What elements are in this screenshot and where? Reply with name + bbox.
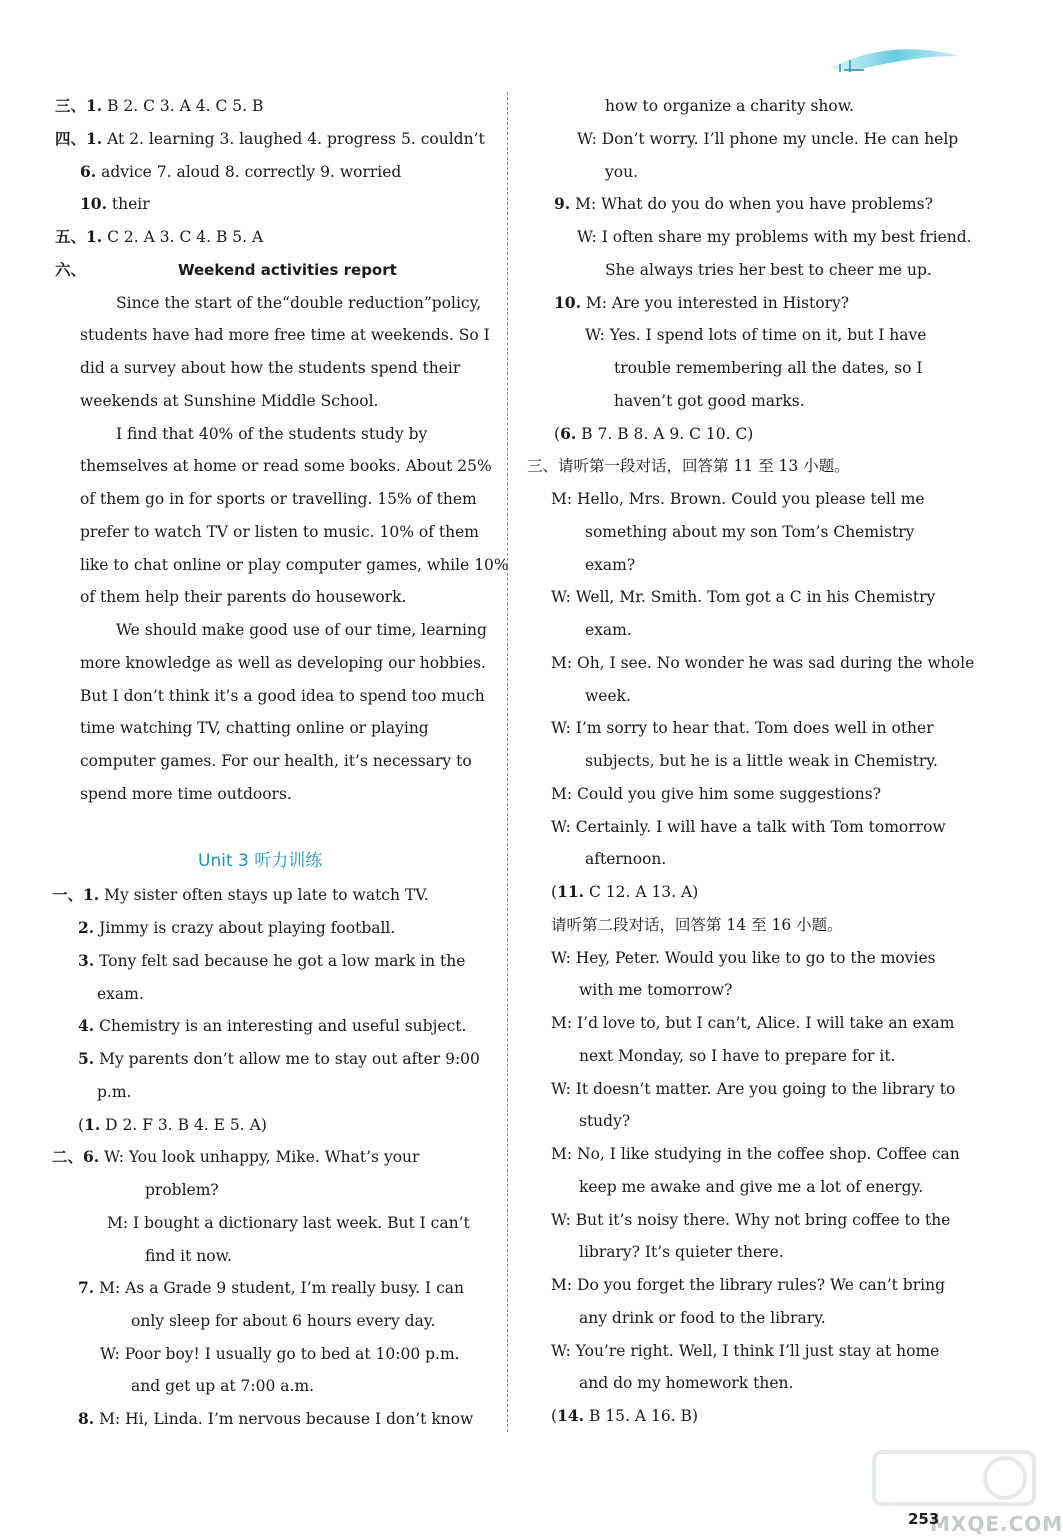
line-text: and do my homework then. xyxy=(579,1374,794,1392)
page-number: 253 xyxy=(908,1510,940,1528)
line-text: exam? xyxy=(585,556,636,574)
item-number: 二、6. xyxy=(52,1147,100,1166)
left-line xyxy=(131,1310,435,1332)
line-text: C 2. A 3. C 4. B 5. A xyxy=(102,228,264,246)
line-text: Since the start of the“double reduction”policy, xyxy=(116,294,482,312)
right-line xyxy=(585,619,632,641)
answer-text: C 12. A 13. A) xyxy=(584,883,699,901)
left-line xyxy=(97,983,144,1005)
line-text: week. xyxy=(585,687,631,705)
left-line xyxy=(80,161,401,183)
left-line xyxy=(80,717,429,739)
right-line xyxy=(551,1143,960,1165)
left-line xyxy=(80,357,460,379)
left-line xyxy=(100,1343,460,1365)
left-line xyxy=(80,783,292,805)
line-text: haven’t got good marks. xyxy=(614,392,805,410)
left-line xyxy=(55,226,263,248)
right-line xyxy=(554,423,753,445)
answer-paren: ( xyxy=(551,1407,558,1425)
line-text: W: Don’t worry. I’ll phone my uncle. He can help xyxy=(577,130,959,148)
item-number: 四、1. xyxy=(55,129,103,148)
line-text: like to chat online or play computer games, while 10% xyxy=(80,556,509,574)
right-line xyxy=(579,1110,630,1132)
item-number: 10. xyxy=(80,194,107,213)
line-text: themselves at home or read some books. About 25% xyxy=(80,457,492,475)
right-line xyxy=(579,979,732,1001)
line-text: subjects, but he is a little weak in Chemistry. xyxy=(585,752,938,770)
right-line xyxy=(605,259,932,281)
line-text: prefer to watch TV or listen to music. 10% of them xyxy=(80,523,479,541)
line-text: afternoon. xyxy=(585,850,667,868)
item-number: 8. xyxy=(78,1409,95,1428)
line-text: any drink or food to the library. xyxy=(579,1309,826,1327)
right-line xyxy=(551,1078,955,1100)
header-decoration-icon xyxy=(820,42,970,78)
left-line xyxy=(80,521,479,543)
line-text: with me tomorrow? xyxy=(579,981,733,999)
line-text: 请听第二段对话，回答第 14 至 16 小题。 xyxy=(551,916,843,934)
line-text: time watching TV, chatting online or playing xyxy=(80,719,429,737)
left-line xyxy=(52,1146,419,1168)
left-line xyxy=(55,259,86,281)
right-line xyxy=(527,455,850,477)
right-line xyxy=(551,914,843,936)
right-line xyxy=(585,685,631,707)
line-text: W: Certainly. I will have a talk with Tom tomorrow xyxy=(551,818,946,836)
line-text: B 2. C 3. A 4. C 5. B xyxy=(102,97,264,115)
line-text: advice 7. aloud 8. correctly 9. worried xyxy=(96,163,402,181)
left-line xyxy=(80,455,492,477)
item-number: 7. xyxy=(78,1278,95,1297)
line-text: W: I’m sorry to hear that. Tom does well in other xyxy=(551,719,934,737)
left-line xyxy=(80,652,486,674)
left-line xyxy=(80,554,509,576)
line-text: My sister often stays up late to watch TV. xyxy=(99,886,429,904)
left-line xyxy=(78,1114,267,1136)
line-text: M: As a Grade 9 student, I’m really busy. I can xyxy=(94,1279,465,1297)
line-text: M: No, I like studying in the coffee shop. Coffee can xyxy=(551,1145,960,1163)
right-line xyxy=(605,95,854,117)
left-line xyxy=(78,1408,473,1430)
left-line xyxy=(116,619,487,641)
unit-heading: Unit 3 听力训练 xyxy=(198,851,323,871)
left-line xyxy=(80,685,485,707)
right-line xyxy=(551,947,936,969)
line-text: W: Hey, Peter. Would you like to go to the movies xyxy=(551,949,936,967)
right-line xyxy=(551,816,946,838)
left-line xyxy=(131,1375,314,1397)
right-line xyxy=(614,357,922,379)
line-text: did a survey about how the students spend their xyxy=(80,359,461,377)
item-number: 11. xyxy=(557,882,585,901)
line-text: find it now. xyxy=(145,1247,232,1265)
item-number: 9. xyxy=(554,194,571,213)
left-line xyxy=(78,1048,480,1070)
item-number: 6. xyxy=(80,162,97,181)
right-line xyxy=(577,128,958,150)
line-text: M: Do you forget the library rules? We can’t bring xyxy=(551,1276,945,1294)
line-text: Tony felt sad because he got a low mark in the xyxy=(94,952,466,970)
line-text: more knowledge as well as developing our hobbies. xyxy=(80,654,486,672)
line-text: exam. xyxy=(585,621,632,639)
line-text: W: Yes. I spend lots of time on it, but I have xyxy=(585,326,927,344)
right-line xyxy=(551,488,925,510)
line-text: M: Hello, Mrs. Brown. Could you please tell me xyxy=(551,490,925,508)
left-line xyxy=(52,884,429,906)
right-line xyxy=(579,1307,826,1329)
right-line xyxy=(551,652,974,674)
item-number: 一、1. xyxy=(52,885,100,904)
line-text: But I don’t think it’s a good idea to spend too much xyxy=(80,687,485,705)
line-text: you. xyxy=(605,163,638,181)
left-line xyxy=(80,488,477,510)
right-line xyxy=(585,521,914,543)
item-number: 1. xyxy=(84,1115,101,1134)
answer-text: B 7. B 8. A 9. C 10. C) xyxy=(576,425,754,443)
item-number: 3. xyxy=(78,951,95,970)
left-line xyxy=(116,423,427,445)
line-text: M: I bought a dictionary last week. But I can’t xyxy=(107,1214,470,1232)
left-line xyxy=(80,324,490,346)
right-line xyxy=(554,193,933,215)
line-text: and get up at 7:00 a.m. xyxy=(131,1377,315,1395)
left-line xyxy=(80,586,406,608)
item-number: 六、 xyxy=(55,260,87,279)
line-text: W: I often share my problems with my best friend. xyxy=(577,228,972,246)
watermark-text: MXQE.COM xyxy=(930,1512,1063,1536)
right-line xyxy=(585,324,926,346)
line-text: something about my son Tom’s Chemistry xyxy=(585,523,915,541)
left-line xyxy=(97,1081,131,1103)
item-number: 6. xyxy=(560,424,577,443)
answer-paren: ( xyxy=(554,425,561,443)
right-line xyxy=(554,292,849,314)
item-number: 4. xyxy=(78,1016,95,1035)
left-line xyxy=(78,1015,466,1037)
left-line xyxy=(80,390,378,412)
line-text: Jimmy is crazy about playing football. xyxy=(94,919,396,937)
answer-text: B 15. A 16. B) xyxy=(584,1407,698,1425)
line-text: spend more time outdoors. xyxy=(80,785,292,803)
line-text: keep me awake and give me a lot of energy. xyxy=(579,1178,924,1196)
right-line xyxy=(551,717,934,739)
right-line xyxy=(551,586,935,608)
line-text: W: But it’s noisy there. Why not bring coffee to the xyxy=(551,1211,951,1229)
item-number: 三、1. xyxy=(55,96,103,115)
line-text: Chemistry is an interesting and useful subject. xyxy=(94,1017,467,1035)
left-line xyxy=(55,128,485,150)
item-number: 10. xyxy=(554,293,581,312)
line-text: of them go in for sports or travelling. 15% of them xyxy=(80,490,477,508)
line-text: My parents don’t allow me to stay out after 9:00 xyxy=(94,1050,480,1068)
line-text: of them help their parents do housework. xyxy=(80,588,407,606)
left-line xyxy=(78,917,395,939)
line-text: library? It’s quieter there. xyxy=(579,1243,784,1261)
item-number: 五、1. xyxy=(55,227,103,246)
left-line xyxy=(55,95,263,117)
right-line xyxy=(579,1372,793,1394)
line-text: W: Well, Mr. Smith. Tom got a C in his Chemistry xyxy=(551,588,936,606)
answer-paren: ( xyxy=(78,1116,85,1134)
right-line xyxy=(551,1209,950,1231)
line-text: problem? xyxy=(145,1181,219,1199)
line-text: computer games. For our health, it’s necessary to xyxy=(80,752,472,770)
line-text: next Monday, so I have to prepare for it. xyxy=(579,1047,896,1065)
line-text: M: What do you do when you have problems? xyxy=(570,195,933,213)
line-text: study? xyxy=(579,1112,631,1130)
left-line xyxy=(78,950,465,972)
right-line xyxy=(551,1274,945,1296)
line-text: weekends at Sunshine Middle School. xyxy=(80,392,379,410)
right-line xyxy=(551,1340,939,1362)
line-text: only sleep for about 6 hours every day. xyxy=(131,1312,436,1330)
right-line xyxy=(614,390,805,412)
item-number: 5. xyxy=(78,1049,95,1068)
line-text: M: Could you give him some suggestions? xyxy=(551,785,882,803)
left-line xyxy=(78,1277,464,1299)
line-text: 三、请听第一段对话，回答第 11 至 13 小题。 xyxy=(527,457,850,475)
line-text: We should make good use of our time, learning xyxy=(116,621,487,639)
right-line xyxy=(579,1241,784,1263)
line-text: exam. xyxy=(97,985,144,1003)
right-line xyxy=(579,1176,923,1198)
right-line xyxy=(551,1405,698,1427)
line-text: She always tries her best to cheer me up. xyxy=(605,261,932,279)
line-text: W: Poor boy! I usually go to bed at 10:00 p.m. xyxy=(100,1345,460,1363)
column-divider xyxy=(507,92,508,1432)
left-line xyxy=(80,750,472,772)
line-text: their xyxy=(106,195,150,213)
item-number: 14. xyxy=(557,1406,585,1425)
answer-text: D 2. F 3. B 4. E 5. A) xyxy=(100,1116,267,1134)
right-line xyxy=(605,161,638,183)
right-line xyxy=(585,750,938,772)
line-text: At 2. learning 3. laughed 4. progress 5. couldn’t xyxy=(102,130,485,148)
line-text: M: Hi, Linda. I’m nervous because I don’t know xyxy=(94,1410,474,1428)
left-line xyxy=(107,1212,470,1234)
right-line xyxy=(585,848,666,870)
line-text: I find that 40% of the students study by xyxy=(116,425,428,443)
line-text: M: Oh, I see. No wonder he was sad during the whole xyxy=(551,654,975,672)
report-title: Weekend activities report xyxy=(178,261,397,279)
line-text: how to organize a charity show. xyxy=(605,97,855,115)
line-text: W: You look unhappy, Mike. What’s your xyxy=(99,1148,420,1166)
right-line xyxy=(551,1012,954,1034)
line-text: students have had more free time at weekends. So I xyxy=(80,326,490,344)
right-line xyxy=(551,783,881,805)
line-text: W: You’re right. Well, I think I’ll just stay at home xyxy=(551,1342,940,1360)
answer-paren: ( xyxy=(551,883,558,901)
right-line xyxy=(577,226,972,248)
right-line xyxy=(551,881,698,903)
left-line xyxy=(80,193,150,215)
line-text: M: Are you interested in History? xyxy=(580,294,850,312)
right-line xyxy=(579,1045,895,1067)
line-text: p.m. xyxy=(97,1083,132,1101)
left-line xyxy=(145,1245,232,1267)
line-text: trouble remembering all the dates, so I xyxy=(614,359,923,377)
item-number: 2. xyxy=(78,918,95,937)
line-text: W: It doesn’t matter. Are you going to the library to xyxy=(551,1080,956,1098)
right-line xyxy=(585,554,635,576)
line-text: M: I’d love to, but I can’t, Alice. I will take an exam xyxy=(551,1014,955,1032)
left-line xyxy=(145,1179,219,1201)
left-line xyxy=(116,292,481,314)
